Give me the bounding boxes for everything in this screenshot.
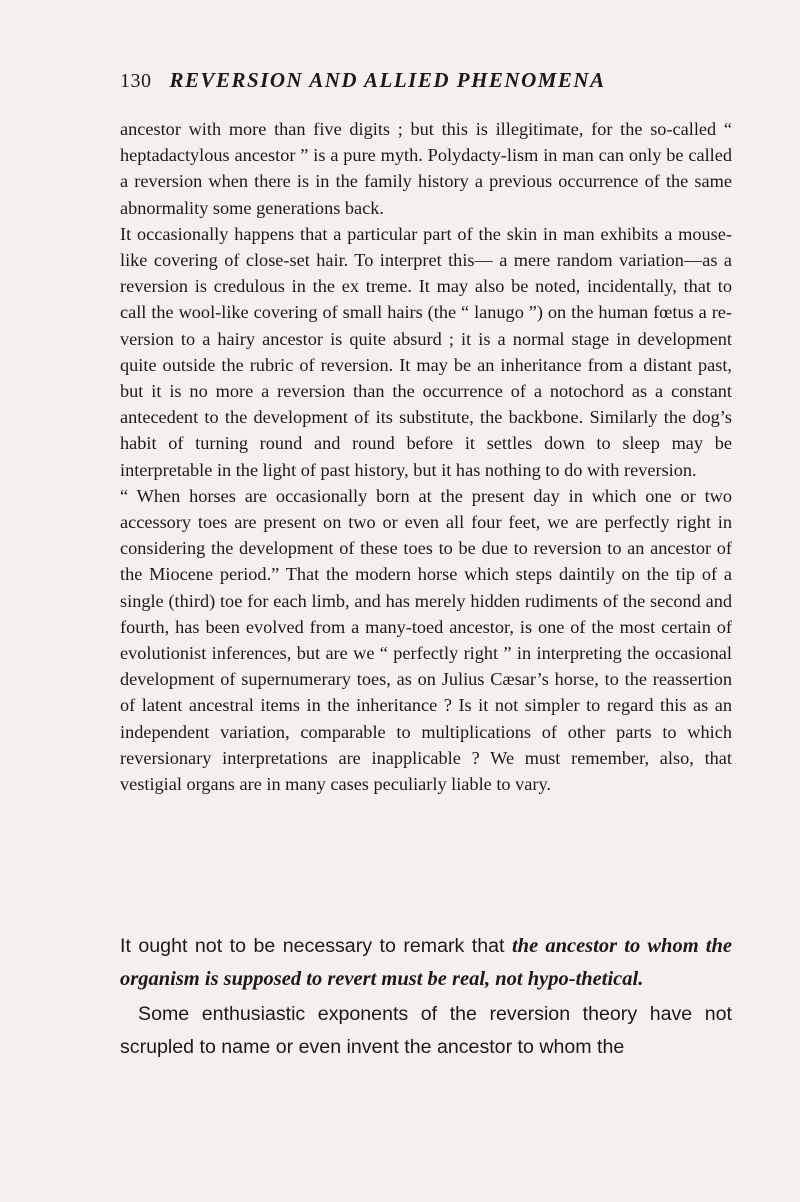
section-following-paragraph: Some enthusiastic exponents of the reversion theory have not scrupled to name or even invent the ancestor to whom the [120,1003,732,1058]
paragraph-skin-hair: It occasionally happens that a particular part of the skin in man exhibits a mouse-like covering of close-set hair. To interpret this— a mere random variation—as a reversion is credulous in the ex treme. It may also be noted, incidentally, that to call the wool-like covering of small hairs (the “ lanugo ”) on the human fœtus a re-version to a hairy ancestor is quite absurd ; it is a normal stage in development quite outside the rubric of reversion. It may be an inheritance from a distant past, but it is no more a reversion than the occurrence of a notochord as a constant antecedent to the development of its substitute, the backbone. Similarly the dog’s habit of turning round and round before it settles down to sleep may be interpretable in the light of past history, but it has nothing to do with reversion. [120,223,732,480]
paragraph-polydactylism: ancestor with more than five digits ; but this is illegitimate, for the so-called “ heptadactylous ancestor ” is a pure myth. Polydacty-lism in man can only be called a reversion when there is in the family history a previous occurrence of the same abnormality some generations back. [120,119,732,218]
section-statement [120,930,732,996]
section-emphasis: the ancestor to whom the organism is supposed to revert must be real, not hypo-thetical. [120,935,732,990]
section-ancestor-real [120,930,732,1064]
page-header [120,68,720,104]
body-text [120,116,732,797]
paragraph-horses: “ When horses are occasionally born at the present day in which one or two accessory toes are present on two or even all four feet, we are perfectly right in considering the development of these toes to be due to reversion to an ancestor of the Miocene period.” That the modern horse which steps daintily on the tip of a single (third) toe for each limb, and has merely hidden rudiments of the second and fourth, has been evolved from a many-toed ancestor, is one of the most certain of evolutionist inferences, but are we “ perfectly right ” in interpreting the occasional development of supernumerary toes, as on Julius Cæsar’s horse, to the reassertion of latent ancestral items in the inheritance ? Is it not simpler to regard this as an independent variation, comparable to multiplications of other parts to which reversionary interpretations are inapplicable ? We must remember, also, that vestigial organs are in many cases peculiarly liable to vary. [120,485,732,795]
section-lead-in: It ought not to be necessary to remark that [120,935,512,957]
page-number: 130 [120,70,152,92]
running-head: REVERSION AND ALLIED PHENOMENA [169,68,606,92]
